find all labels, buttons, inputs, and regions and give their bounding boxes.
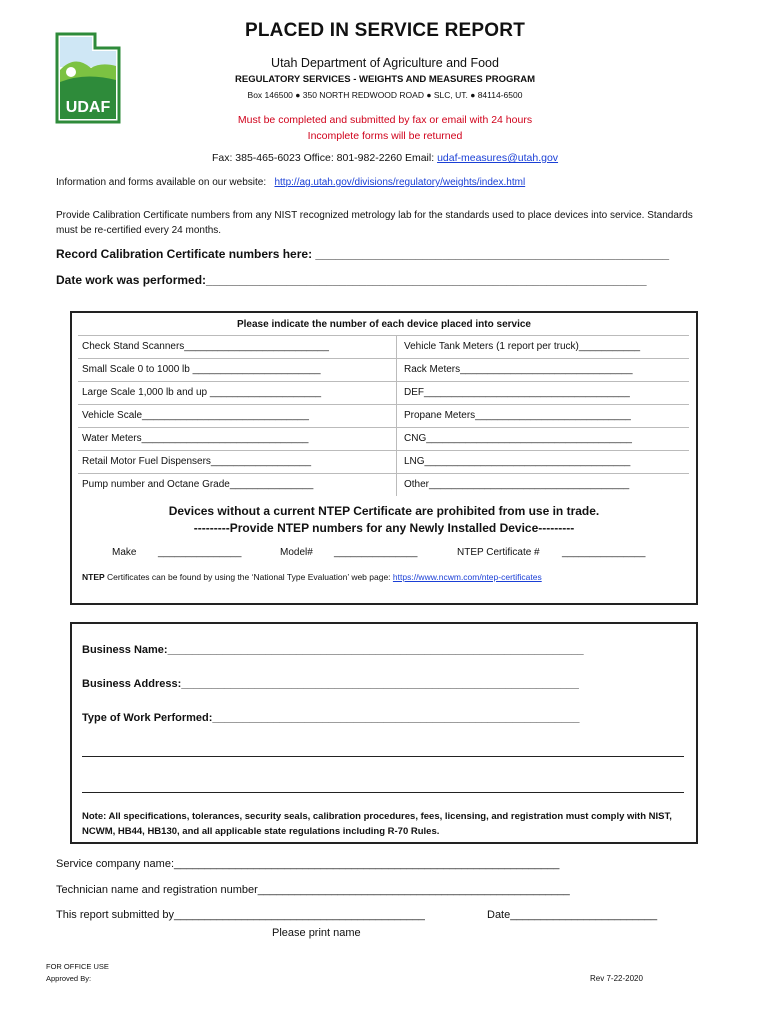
revision-label: Rev 7-22-2020 (590, 974, 643, 983)
device-row (78, 358, 689, 381)
service-company-field[interactable]: Service company name:_______________________________________________________________ (56, 858, 560, 870)
device-field[interactable]: CNG_____________________________________ (404, 433, 632, 444)
office-use-label: FOR OFFICE USE (46, 962, 109, 971)
email-link[interactable]: udaf-measures@utah.gov (437, 152, 559, 164)
mailing-address: Box 146500 ● 350 NORTH REDWOOD ROAD ● SLC, UT. ● 84114-6500 (247, 90, 523, 100)
work-type-line-3[interactable] (82, 792, 684, 793)
device-section-heading: Please indicate the number of each device placed into service (236, 319, 531, 330)
device-field[interactable]: Small Scale 0 to 1000 lb _______________________ (82, 364, 321, 375)
approved-by-label: Approved By: (46, 974, 92, 983)
work-type-field[interactable]: Type of Work Performed:____________________________________________________________ (82, 712, 580, 724)
device-field[interactable]: Vehicle Scale______________________________ (82, 410, 309, 421)
ntep-cert-field[interactable]: _______________ (562, 547, 646, 558)
business-address-field[interactable]: Business Address:_________________________________________________________________ (82, 678, 579, 690)
device-grid (78, 335, 689, 496)
make-field[interactable]: _______________ (158, 547, 242, 558)
device-row (78, 427, 689, 450)
business-name-field[interactable]: Business Name:____________________________________________________________________ (82, 644, 584, 656)
device-field[interactable]: Large Scale 1,000 lb and up ____________________ (82, 387, 322, 398)
device-field[interactable]: LNG_____________________________________ (404, 456, 631, 467)
device-row (78, 335, 689, 358)
device-field[interactable]: Check Stand Scanners__________________________ (82, 341, 329, 352)
ntep-cert-label: NTEP Certificate # (457, 547, 540, 558)
device-field[interactable]: Vehicle Tank Meters (1 report per truck)___________ (404, 341, 641, 352)
incomplete-notice: Incomplete forms will be returned (307, 130, 463, 142)
device-row (78, 450, 689, 473)
business-section (70, 622, 698, 844)
website-info (56, 177, 525, 188)
make-label: Make (112, 547, 137, 558)
device-field[interactable]: Propane Meters____________________________ (404, 410, 631, 421)
contact-line (0, 152, 770, 164)
device-field[interactable]: Water Meters______________________________ (82, 433, 309, 444)
device-row (78, 473, 689, 496)
ntep-warning (72, 503, 696, 537)
device-field[interactable]: Rack Meters_______________________________ (404, 364, 633, 375)
calibration-instruction: Provide Calibration Certificate numbers from any NIST recognized metrology lab for the standards used to place devices into service. Standards must be re-certified every 24 months. (56, 210, 693, 236)
calibration-record-field[interactable]: Record Calibration Certificate numbers here: _____________________________________________________ (56, 247, 670, 261)
ntep-warning-line2: ---------Provide NTEP numbers for any Newly Installed Device--------- (193, 521, 575, 535)
compliance-note: Note: All specifications, tolerances, security seals, calibration procedures, fees, licensing, and registration must comply with NIST, NCWM, HB44, HB130, and all applicable state regulations including R-70 Rules. (82, 811, 672, 837)
ntep-note-text: Certificates can be found by using the ‘National Type Evaluation’ web page: (104, 572, 393, 582)
ntep-note (82, 572, 542, 582)
device-field[interactable]: Retail Motor Fuel Dispensers__________________ (82, 456, 312, 467)
print-name-hint: Please print name (272, 927, 361, 939)
ntep-bold: NTEP (82, 572, 105, 582)
contact-text: Fax: 385-465-6023 Office: 801-982-2260 Email: (211, 152, 438, 164)
device-field[interactable]: DEF_____________________________________ (404, 387, 630, 398)
device-field[interactable]: Pump number and Octane Grade_______________ (82, 479, 314, 490)
device-row (78, 381, 689, 404)
device-field[interactable]: Other____________________________________ (404, 479, 630, 490)
date-field[interactable]: Date________________________ (487, 909, 658, 921)
ntep-link[interactable]: https://www.ncwm.com/ntep-certificates (392, 572, 542, 582)
website-link[interactable]: http://ag.utah.gov/divisions/regulatory/weights/index.html (274, 177, 526, 188)
device-section (70, 311, 698, 605)
ntep-warning-line1: Devices without a current NTEP Certificate are prohibited from use in trade. (168, 504, 600, 518)
technician-field[interactable]: Technician name and registration number___________________________________________________ (56, 884, 570, 896)
logo-text: UDAF (65, 99, 111, 116)
work-type-line-2[interactable] (82, 756, 684, 757)
program-name: REGULATORY SERVICES - WEIGHTS AND MEASURES PROGRAM (235, 74, 535, 85)
work-date-field[interactable]: Date work was performed:__________________________________________________________________ (56, 273, 647, 287)
submission-notice: Must be completed and submitted by fax or email with 24 hours (237, 114, 533, 126)
model-field[interactable]: _______________ (334, 547, 418, 558)
website-label: Information and forms available on our website: (56, 177, 267, 188)
device-row (78, 404, 689, 427)
page-title: PLACED IN SERVICE REPORT (245, 20, 525, 41)
department-name: Utah Department of Agriculture and Food (271, 56, 499, 70)
model-label: Model# (280, 547, 313, 558)
submitted-by-field[interactable]: This report submitted by_________________________________________ (56, 909, 425, 921)
